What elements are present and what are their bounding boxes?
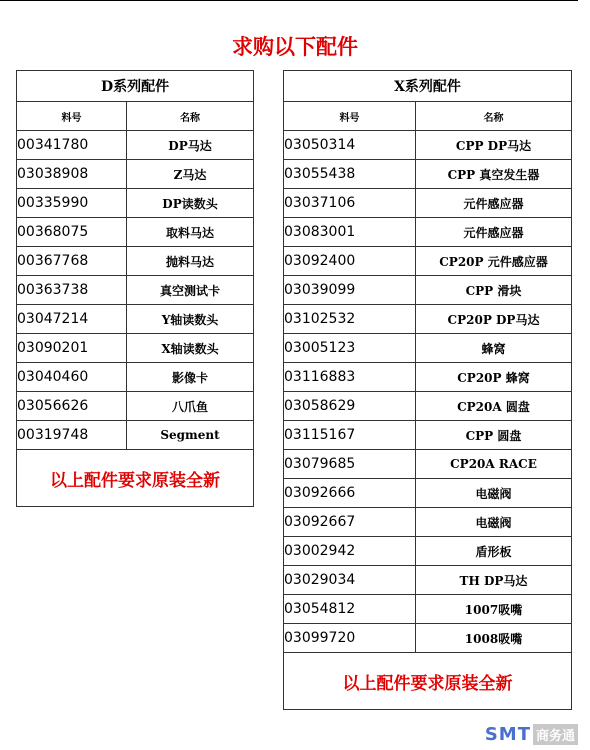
x-table-row bbox=[284, 363, 572, 392]
part-name: 盾形板 bbox=[416, 537, 572, 566]
x-table-row bbox=[284, 421, 572, 450]
part-name: CPP 真空发生器 bbox=[416, 160, 572, 189]
part-number: 00335990 bbox=[17, 189, 127, 218]
part-number: 03037106 bbox=[284, 189, 416, 218]
part-number: 03029034 bbox=[284, 566, 416, 595]
d-col-part-no-header: 料号 bbox=[17, 102, 127, 131]
part-name: Z马达 bbox=[127, 160, 254, 189]
part-name: 1007吸嘴 bbox=[416, 595, 572, 624]
part-number: 03050314 bbox=[284, 131, 416, 160]
x-col-name-header: 名称 bbox=[416, 102, 572, 131]
part-number: 03002942 bbox=[284, 537, 416, 566]
x-table-row bbox=[284, 160, 572, 189]
top-rule bbox=[0, 0, 578, 1]
part-number: 03047214 bbox=[17, 305, 127, 334]
x-table-row bbox=[284, 508, 572, 537]
part-name: 八爪鱼 bbox=[127, 392, 254, 421]
x-table-row bbox=[284, 218, 572, 247]
x-table-row bbox=[284, 276, 572, 305]
part-number: 03039099 bbox=[284, 276, 416, 305]
part-number: 00363738 bbox=[17, 276, 127, 305]
part-name: 蜂窝 bbox=[416, 334, 572, 363]
part-name: CP20P DP马达 bbox=[416, 305, 572, 334]
part-number: 00367768 bbox=[17, 247, 127, 276]
x-table-row bbox=[284, 392, 572, 421]
part-name: 影像卡 bbox=[127, 363, 254, 392]
d-table-row bbox=[17, 421, 254, 450]
d-series-table bbox=[16, 70, 254, 507]
part-name: TH DP马达 bbox=[416, 566, 572, 595]
part-number: 03058629 bbox=[284, 392, 416, 421]
x-table-row bbox=[284, 334, 572, 363]
d-table-row bbox=[17, 305, 254, 334]
part-number: 00368075 bbox=[17, 218, 127, 247]
part-name: 电磁阀 bbox=[416, 479, 572, 508]
watermark-brand: SMT bbox=[484, 723, 531, 745]
part-name: 抛料马达 bbox=[127, 247, 254, 276]
part-number: 00319748 bbox=[17, 421, 127, 450]
part-name: 取料马达 bbox=[127, 218, 254, 247]
x-table-row bbox=[284, 479, 572, 508]
part-number: 03083001 bbox=[284, 218, 416, 247]
part-number: 03099720 bbox=[284, 624, 416, 653]
part-name: X轴读数头 bbox=[127, 334, 254, 363]
part-name: CP20A 圆盘 bbox=[416, 392, 572, 421]
part-name: 1008吸嘴 bbox=[416, 624, 572, 653]
x-table-note: 以上配件要求原装全新 bbox=[284, 653, 572, 710]
watermark-suffix: 商务通 bbox=[533, 724, 578, 745]
part-number: 00341780 bbox=[17, 131, 127, 160]
d-table-row bbox=[17, 363, 254, 392]
x-table-row bbox=[284, 247, 572, 276]
part-number: 03090201 bbox=[17, 334, 127, 363]
d-table-row bbox=[17, 392, 254, 421]
page-title: 求购以下配件 bbox=[232, 35, 358, 59]
x-table-row bbox=[284, 131, 572, 160]
x-table-row bbox=[284, 624, 572, 653]
d-table-row bbox=[17, 334, 254, 363]
part-name: CPP 滑块 bbox=[416, 276, 572, 305]
d-table-row bbox=[17, 276, 254, 305]
x-col-part-no-header: 料号 bbox=[284, 102, 416, 131]
x-table-row bbox=[284, 305, 572, 334]
part-number: 03040460 bbox=[17, 363, 127, 392]
part-name: Segment bbox=[127, 421, 254, 450]
part-name: DP读数头 bbox=[127, 189, 254, 218]
part-number: 03054812 bbox=[284, 595, 416, 624]
d-table-title: D系列配件 bbox=[17, 71, 254, 102]
part-number: 03092400 bbox=[284, 247, 416, 276]
part-name: 电磁阀 bbox=[416, 508, 572, 537]
d-table-row bbox=[17, 247, 254, 276]
part-number: 03038908 bbox=[17, 160, 127, 189]
x-table-row bbox=[284, 537, 572, 566]
part-number: 03102532 bbox=[284, 305, 416, 334]
part-number: 03055438 bbox=[284, 160, 416, 189]
x-series-table bbox=[283, 70, 572, 710]
d-table-row bbox=[17, 189, 254, 218]
x-table-row bbox=[284, 566, 572, 595]
part-number: 03079685 bbox=[284, 450, 416, 479]
part-number: 03116883 bbox=[284, 363, 416, 392]
part-name: 元件感应器 bbox=[416, 189, 572, 218]
d-table-body bbox=[17, 131, 254, 450]
x-table-row bbox=[284, 189, 572, 218]
x-table-row bbox=[284, 595, 572, 624]
part-name: Y轴读数头 bbox=[127, 305, 254, 334]
part-name: CPP 圆盘 bbox=[416, 421, 572, 450]
d-table-row bbox=[17, 218, 254, 247]
smt-watermark-logo bbox=[485, 724, 578, 744]
part-name: CPP DP马达 bbox=[416, 131, 572, 160]
part-number: 03005123 bbox=[284, 334, 416, 363]
part-name: CP20P 元件感应器 bbox=[416, 247, 572, 276]
part-name: 元件感应器 bbox=[416, 218, 572, 247]
part-number: 03092667 bbox=[284, 508, 416, 537]
part-name: DP马达 bbox=[127, 131, 254, 160]
part-number: 03056626 bbox=[17, 392, 127, 421]
d-table-note: 以上配件要求原装全新 bbox=[17, 450, 254, 507]
d-table-row bbox=[17, 131, 254, 160]
x-table-body bbox=[284, 131, 572, 653]
x-table-title: X系列配件 bbox=[284, 71, 572, 102]
x-table-row bbox=[284, 450, 572, 479]
part-name: CP20A RACE bbox=[416, 450, 572, 479]
part-number: 03092666 bbox=[284, 479, 416, 508]
d-table-row bbox=[17, 160, 254, 189]
part-name: CP20P 蜂窝 bbox=[416, 363, 572, 392]
part-number: 03115167 bbox=[284, 421, 416, 450]
d-col-name-header: 名称 bbox=[127, 102, 254, 131]
part-name: 真空测试卡 bbox=[127, 276, 254, 305]
